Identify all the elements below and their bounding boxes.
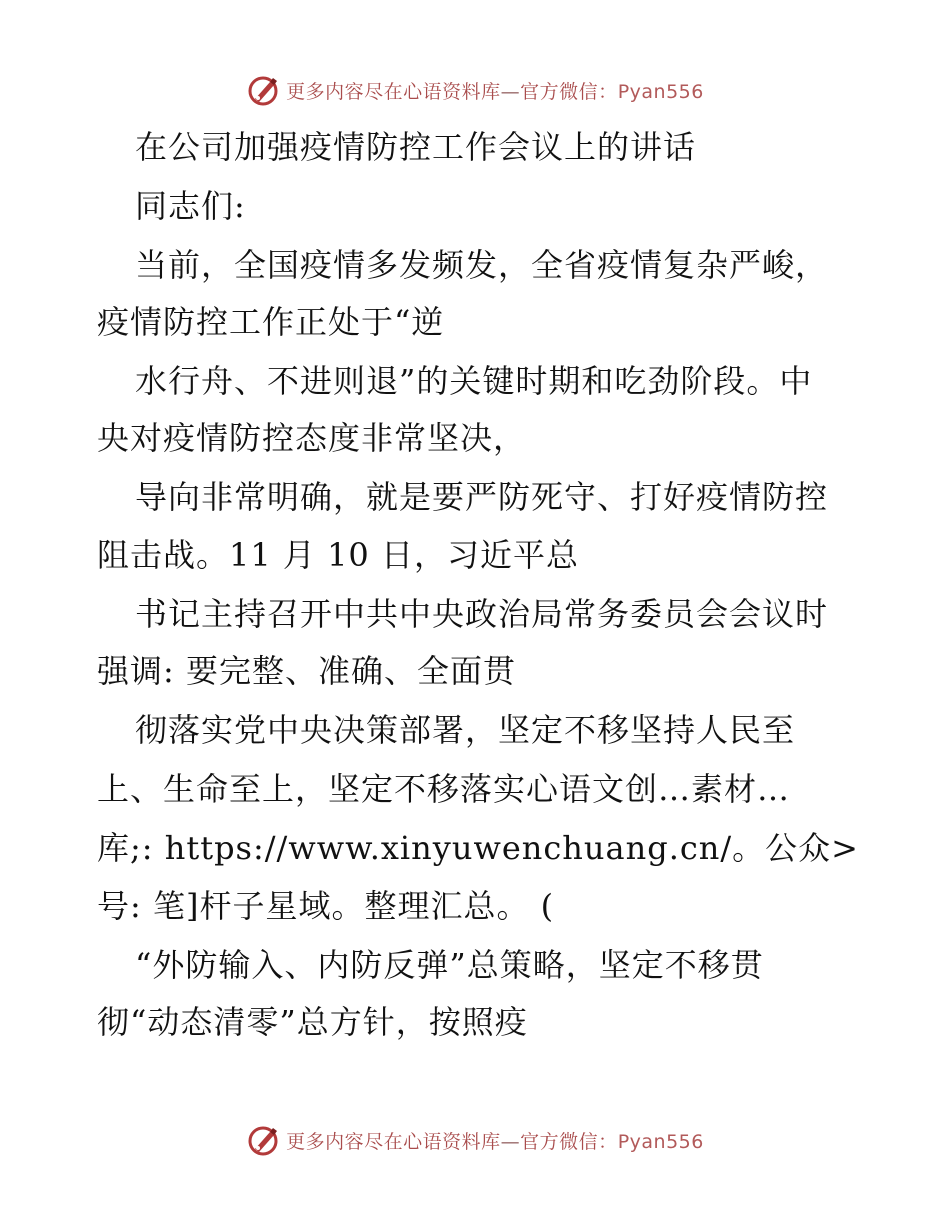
footer-watermark bbox=[0, 1120, 950, 1160]
watermark-contact: 官方微信： bbox=[520, 1130, 618, 1153]
watermark-contact: 官方微信： bbox=[520, 80, 618, 103]
paragraph-line: 导向非常明确，就是要严防死守、打好疫情防控 bbox=[135, 478, 829, 516]
paragraph-line: 当前，全国疫情多发频发，全省疫情复杂严峻， bbox=[135, 246, 829, 284]
paragraph-line: “外防输入、内防反弹”总策略，坚定不移贯 bbox=[135, 946, 764, 984]
paragraph-line: 上、生命至上，坚定不移落实心语文创…素材… bbox=[97, 770, 791, 808]
paragraph-line: 疫情防控工作正处于“逆 bbox=[97, 303, 445, 341]
watermark-brand: 更多内容尽在心语资料库 bbox=[286, 1130, 501, 1153]
paragraph-line: 央对疫情防控态度非常坚决， bbox=[97, 419, 527, 457]
watermark-separator: — bbox=[500, 80, 521, 103]
watermark-text bbox=[286, 1127, 704, 1154]
document-title: 在公司加强疫情防控工作会议上的讲话 bbox=[135, 128, 697, 166]
paragraph-line: 彻落实党中央决策部署，坚定不移坚持人民至 bbox=[135, 711, 796, 749]
paragraph-line: 阻击战。11 月 10 日，习近平总 bbox=[97, 536, 579, 574]
paragraph-line: 书记主持召开中共中央政治局常务委员会会议时 bbox=[135, 595, 829, 633]
paragraph-line: 强调: 要完整、准确、全面贯 bbox=[97, 652, 516, 690]
paragraph-line: 彻“动态清零”总方针，按照疫 bbox=[97, 1003, 528, 1041]
watermark-brand: 更多内容尽在心语资料库 bbox=[286, 80, 501, 103]
pen-logo-icon bbox=[246, 1123, 280, 1157]
salutation: 同志们: bbox=[135, 187, 246, 225]
paragraph-line: 号: 笔]杆子星域。整理汇总。 ( bbox=[97, 887, 555, 925]
paragraph-line: 水行舟、不进则退”的关键时期和吃劲阶段。中 bbox=[135, 362, 813, 400]
watermark-separator: — bbox=[500, 1130, 521, 1153]
pen-logo-icon bbox=[246, 73, 280, 107]
watermark-handle: Pyan556 bbox=[617, 80, 704, 103]
header-watermark bbox=[0, 70, 950, 110]
watermark-text bbox=[286, 77, 704, 104]
watermark-handle: Pyan556 bbox=[617, 1130, 704, 1153]
paragraph-line: 库;: https://www.xinyuwenchuang.cn/。公众> bbox=[97, 829, 859, 867]
